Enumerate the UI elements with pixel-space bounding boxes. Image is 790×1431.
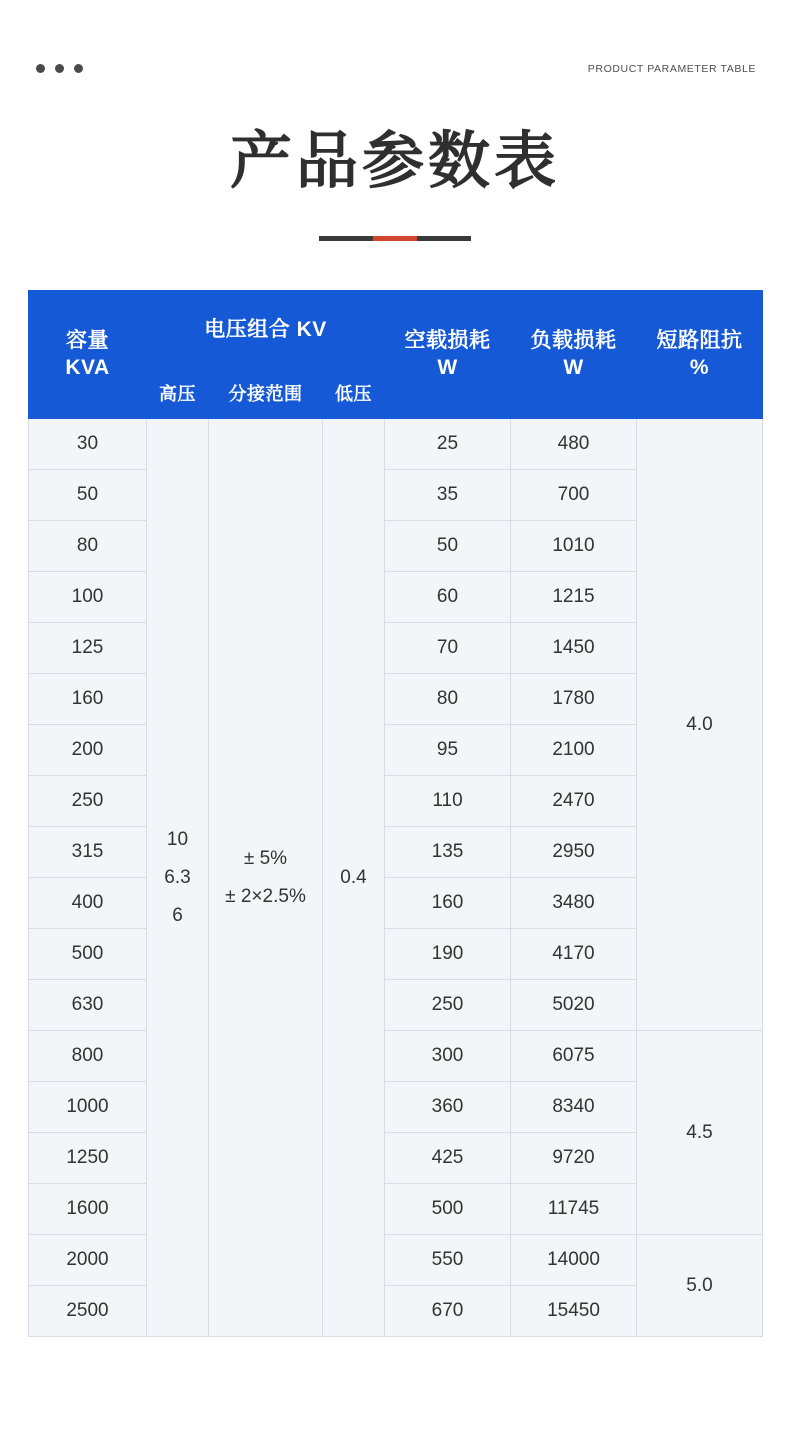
header-impedance-line2: %: [689, 355, 710, 379]
cell-load-loss: 480: [511, 419, 637, 470]
decorative-dots: [36, 64, 83, 73]
cell-load-loss: 1215: [511, 572, 637, 623]
header-hv: 高压: [147, 370, 209, 419]
cell-capacity: 80: [29, 521, 147, 572]
cell-short-circuit-impedance: 4.5: [637, 1031, 763, 1235]
cell-capacity: 630: [29, 980, 147, 1031]
table-row: [29, 419, 763, 470]
header-no-load-loss-line2: W: [437, 355, 458, 379]
cell-lv-value: 0.4: [323, 419, 385, 1337]
cell-capacity: 1000: [29, 1082, 147, 1133]
cell-load-loss: 2950: [511, 827, 637, 878]
cell-load-loss: 2470: [511, 776, 637, 827]
header-no-load-loss: [385, 291, 511, 419]
cell-load-loss: 15450: [511, 1286, 637, 1337]
hv-value: 6: [172, 904, 183, 926]
header-short-circuit-impedance: [637, 291, 763, 419]
cell-capacity: 160: [29, 674, 147, 725]
cell-tap-range-values: [209, 419, 323, 1337]
header-load-loss-line2: W: [563, 355, 584, 379]
divider-segment-accent: [373, 236, 417, 241]
cell-load-loss: 1780: [511, 674, 637, 725]
header-impedance-line1: 短路阻抗: [656, 329, 743, 353]
spec-table-container: [28, 290, 762, 1337]
cell-no-load-loss: 190: [385, 929, 511, 980]
table-header-row-1: [29, 291, 763, 370]
header-voltage-group: 电压组合 KV: [147, 291, 385, 370]
cell-capacity: 400: [29, 878, 147, 929]
cell-load-loss: 1450: [511, 623, 637, 674]
cell-capacity: 800: [29, 1031, 147, 1082]
cell-no-load-loss: 95: [385, 725, 511, 776]
header-eyebrow-text: PRODUCT PARAMETER TABLE: [587, 63, 756, 75]
cell-load-loss: 4170: [511, 929, 637, 980]
header-capacity-line2: KVA: [65, 355, 110, 379]
cell-load-loss: 2100: [511, 725, 637, 776]
cell-short-circuit-impedance: 4.0: [637, 419, 763, 1031]
cell-no-load-loss: 110: [385, 776, 511, 827]
cell-hv-values: [147, 419, 209, 1337]
cell-capacity: 100: [29, 572, 147, 623]
cell-capacity: 2000: [29, 1235, 147, 1286]
cell-short-circuit-impedance: 5.0: [637, 1235, 763, 1337]
header-capacity-line1: 容量: [66, 329, 109, 353]
cell-no-load-loss: 550: [385, 1235, 511, 1286]
cell-no-load-loss: 160: [385, 878, 511, 929]
cell-no-load-loss: 360: [385, 1082, 511, 1133]
header-capacity: [29, 291, 147, 419]
tap-range-value: ± 5%: [243, 847, 288, 869]
divider-segment-right: [417, 236, 471, 241]
cell-capacity: 125: [29, 623, 147, 674]
cell-no-load-loss: 250: [385, 980, 511, 1031]
header-load-loss-line1: 负载损耗: [530, 329, 617, 353]
cell-capacity: 1600: [29, 1184, 147, 1235]
cell-no-load-loss: 80: [385, 674, 511, 725]
cell-no-load-loss: 50: [385, 521, 511, 572]
cell-load-loss: 6075: [511, 1031, 637, 1082]
cell-no-load-loss: 60: [385, 572, 511, 623]
cell-load-loss: 8340: [511, 1082, 637, 1133]
cell-capacity: 30: [29, 419, 147, 470]
hv-value: 6.3: [164, 866, 191, 888]
table-row: [29, 1031, 763, 1082]
cell-load-loss: 3480: [511, 878, 637, 929]
cell-load-loss: 5020: [511, 980, 637, 1031]
cell-load-loss: 11745: [511, 1184, 637, 1235]
header-lv: 低压: [323, 370, 385, 419]
hv-value: 10: [166, 828, 189, 850]
cell-load-loss: 14000: [511, 1235, 637, 1286]
header-load-loss: [511, 291, 637, 419]
dot-icon: [74, 64, 83, 73]
cell-capacity: 250: [29, 776, 147, 827]
product-parameter-table: [28, 290, 763, 1337]
cell-capacity: 50: [29, 470, 147, 521]
cell-load-loss: 700: [511, 470, 637, 521]
cell-load-loss: 9720: [511, 1133, 637, 1184]
page-header: [0, 52, 790, 92]
dot-icon: [36, 64, 45, 73]
cell-no-load-loss: 25: [385, 419, 511, 470]
cell-no-load-loss: 70: [385, 623, 511, 674]
cell-no-load-loss: 425: [385, 1133, 511, 1184]
divider-segment-left: [319, 236, 373, 241]
title-divider: [319, 236, 471, 241]
header-no-load-loss-line1: 空载损耗: [404, 329, 491, 353]
cell-capacity: 315: [29, 827, 147, 878]
cell-no-load-loss: 135: [385, 827, 511, 878]
cell-capacity: 1250: [29, 1133, 147, 1184]
table-head: [29, 291, 763, 419]
cell-no-load-loss: 300: [385, 1031, 511, 1082]
cell-capacity: 2500: [29, 1286, 147, 1337]
header-tap-range: 分接范围: [209, 370, 323, 419]
cell-no-load-loss: 670: [385, 1286, 511, 1337]
table-body: [29, 419, 763, 1337]
cell-no-load-loss: 500: [385, 1184, 511, 1235]
table-row: [29, 1235, 763, 1286]
page-title: 产品参数表: [229, 124, 560, 197]
cell-capacity: 500: [29, 929, 147, 980]
cell-load-loss: 1010: [511, 521, 637, 572]
dot-icon: [55, 64, 64, 73]
tap-range-value: ± 2×2.5%: [225, 885, 306, 907]
cell-capacity: 200: [29, 725, 147, 776]
cell-no-load-loss: 35: [385, 470, 511, 521]
